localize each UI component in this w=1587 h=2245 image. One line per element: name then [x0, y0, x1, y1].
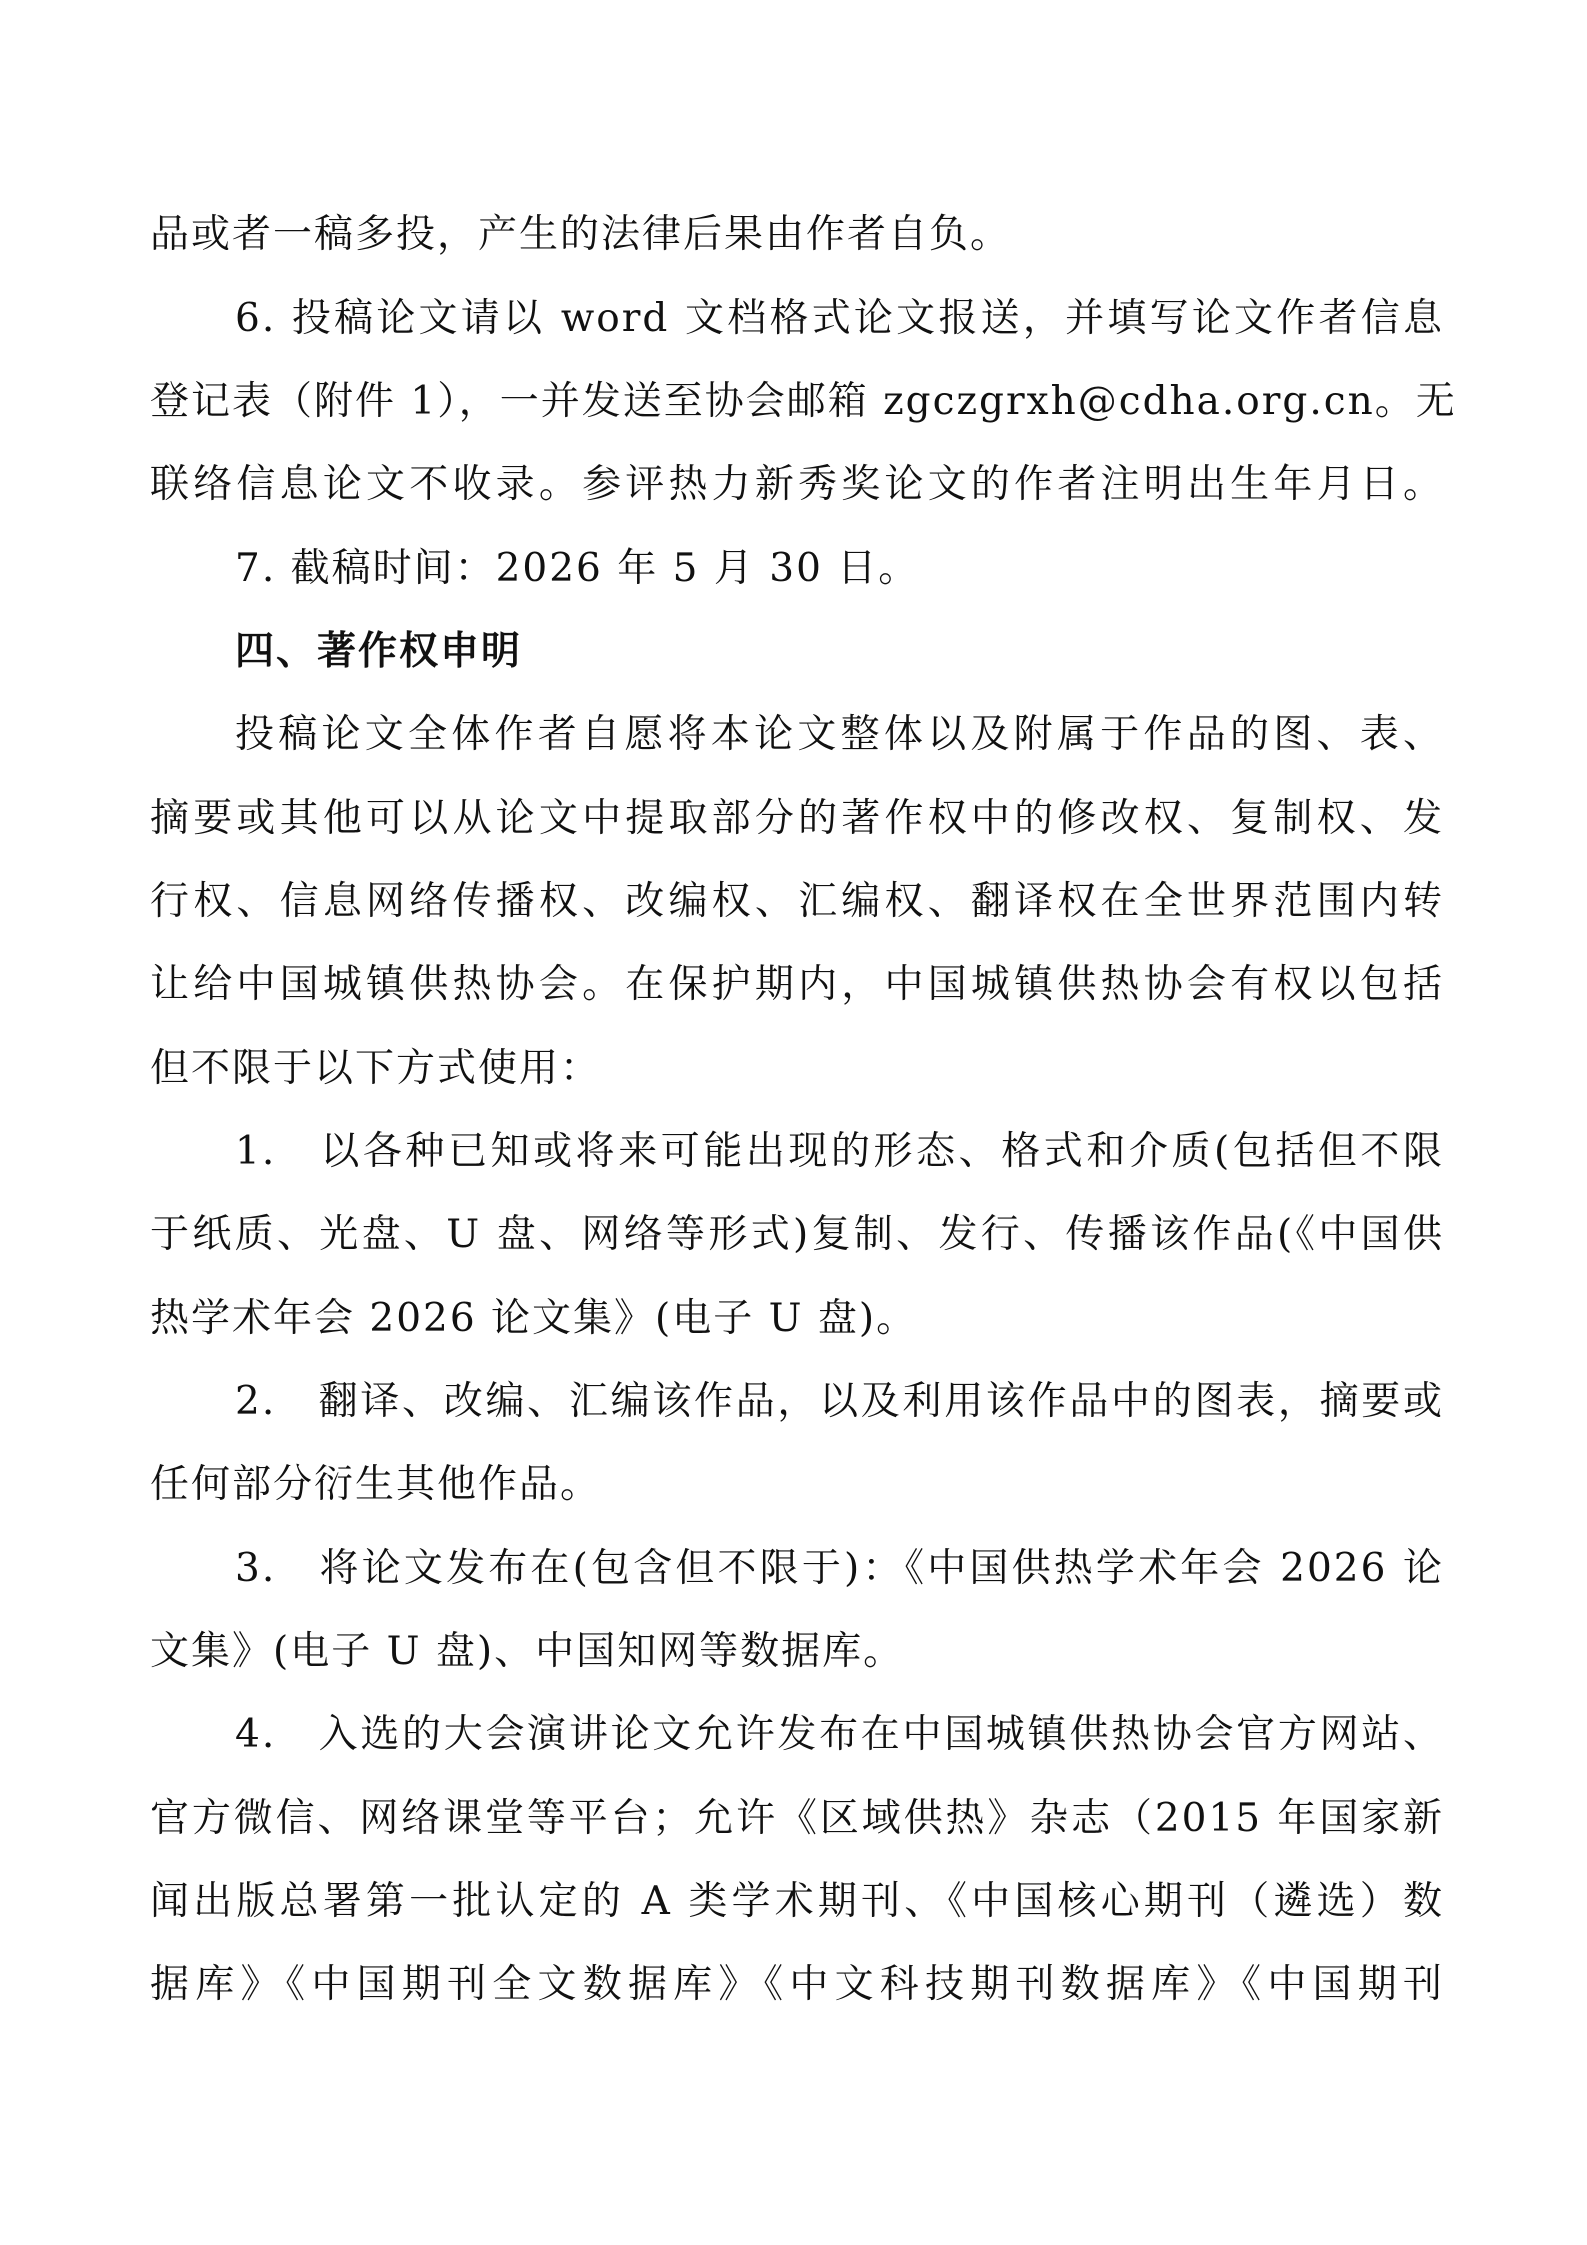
paragraph-line: 闻出版总署第一批认定的 A 类学术期刊、《中国核心期刊（遴选）数 — [150, 1879, 1444, 1924]
paragraph-line: 据库》《中国期刊全文数据库》《中文科技期刊数据库》《中国期刊 — [150, 1962, 1444, 2007]
paragraph-line: 任何部分衍生其他作品。 — [150, 1462, 602, 1507]
paragraph-line: 于纸质、光盘、U 盘、网络等形式)复制、发行、传播该作品(《中国供 — [150, 1212, 1444, 1257]
paragraph-line: 7. 截稿时间：2026 年 5 月 30 日。 — [235, 546, 920, 591]
paragraph-line: 3. 将论文发布在(包含但不限于)：《中国供热学术年会 2026 论 — [235, 1546, 1444, 1591]
paragraph-line: 登记表（附件 1），一并发送至协会邮箱 zgczgrxh@cdha.org.cn。无 — [150, 379, 1457, 424]
paragraph-line: 但不限于以下方式使用： — [150, 1046, 602, 1091]
paragraph-line: 文集》(电子 U 盘)、中国知网等数据库。 — [150, 1629, 905, 1674]
paragraph-line: 品或者一稿多投，产生的法律后果由作者自负。 — [150, 212, 1012, 257]
paragraph-line: 联络信息论文不收录。参评热力新秀奖论文的作者注明出生年月日。 — [150, 462, 1444, 507]
paragraph-line: 让给中国城镇供热协会。在保护期内，中国城镇供热协会有权以包括 — [150, 962, 1444, 1007]
paragraph-line: 6. 投稿论文请以 word 文档格式论文报送，并填写论文作者信息 — [235, 296, 1444, 341]
paragraph-line: 4. 入选的大会演讲论文允许发布在中国城镇供热协会官方网站、 — [235, 1712, 1444, 1757]
paragraph-line: 投稿论文全体作者自愿将本论文整体以及附属于作品的图、表、 — [235, 712, 1444, 757]
section-heading: 四、著作权申明 — [235, 629, 523, 674]
paragraph-line: 2. 翻译、改编、汇编该作品，以及利用该作品中的图表，摘要或 — [235, 1379, 1444, 1424]
paragraph-line: 官方微信、网络课堂等平台；允许《区域供热》杂志（2015 年国家新 — [150, 1796, 1444, 1841]
paragraph-line: 摘要或其他可以从论文中提取部分的著作权中的修改权、复制权、发 — [150, 796, 1444, 841]
paragraph-line: 热学术年会 2026 论文集》(电子 U 盘)。 — [150, 1296, 918, 1341]
paragraph-line: 1. 以各种已知或将来可能出现的形态、格式和介质(包括但不限 — [235, 1129, 1444, 1174]
paragraph-line: 行权、信息网络传播权、改编权、汇编权、翻译权在全世界范围内转 — [150, 879, 1444, 924]
